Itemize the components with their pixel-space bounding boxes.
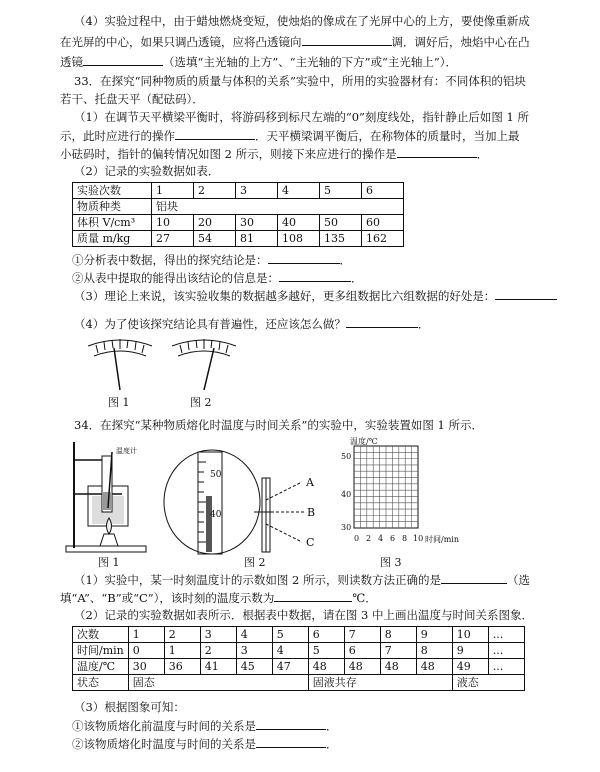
balance-dial-1 [88, 339, 152, 390]
table-row-label: 体积 V/cm³ [73, 215, 152, 231]
q34-answer-blank-1[interactable] [441, 572, 507, 584]
q33-answer-blank-4[interactable] [279, 270, 351, 282]
thermometer-reading-figure [154, 438, 330, 556]
table-row-label: 温度/℃ [73, 659, 129, 675]
q32-line-1: （4）实验过程中，由于蜡烛燃烧变短，使烛焰的像成在了光屏中心的上方，要使像重新成 [74, 14, 530, 28]
q34-stem: 34．在探究“某种物质熔化时温度与时间关系”的实验中，实验装置如图 1 所示． [74, 418, 484, 432]
q33-answer-blank-3[interactable] [268, 252, 340, 264]
q34-fig3-caption: 图 3 [380, 556, 402, 569]
scale-label-50: 50 [210, 470, 222, 480]
graph-x-tick: 4 [378, 534, 384, 543]
q34-p1-line-1: （1）实验中，某一时刻温度计的示数如图 2 所示，则读数方法正确的是 （选 [74, 573, 530, 587]
option-a-label: A [306, 476, 314, 489]
q33-sub-1: ①分析表中数据，得出的探究结论是： ． [72, 253, 351, 267]
graph-y-axis-label: 温度/℃ [350, 437, 378, 446]
q32-line-2: 在光屏的中心，如果只调凸透镜，应将凸透镜向 调．调好后，烛焰中心在凸 [60, 35, 530, 49]
q33-fig1-caption: 图 1 [108, 396, 130, 409]
table-row-label: 物质种类 [73, 199, 152, 215]
q34-p1-line-2: 填“A”、“B”或“C”），该时刻的温度示数为 ℃． [60, 591, 377, 605]
q32-answer-blank-1[interactable] [302, 34, 392, 46]
graph-x-tick: 6 [390, 534, 396, 543]
q33-stem-2: 若干、托盘天平（配砝码）． [60, 92, 204, 106]
table-row-label: 次数 [73, 627, 129, 643]
q34-answer-blank-2[interactable] [274, 590, 352, 602]
graph-x-tick: 0 [354, 534, 360, 543]
q34-sub-2: ②该物质熔化时温度与时间的关系是 ． [72, 737, 338, 751]
q33-p1-line-2: 示，此时应进行的操作 ．天平横梁调平衡后，在称物体的质量时，当加上最 [60, 129, 520, 143]
q33-answer-blank-5[interactable] [495, 288, 557, 300]
graph-y-tick-30: 30 [341, 523, 352, 532]
temperature-time-grid [342, 440, 432, 540]
graph-x-tick: 2 [366, 534, 372, 543]
scale-label-40: 40 [210, 510, 222, 520]
table-row-label: 质量 m/kg [73, 231, 152, 247]
graph-x-tick: 8 [402, 534, 408, 543]
table-row-label: 状态 [73, 675, 129, 691]
q33-answer-blank-2[interactable] [397, 146, 477, 158]
q34-data-table: 次数 1 2 3 4 5 6 7 8 9 10 ... 时间/min 0 1 2 3 4 5 6 7 8 9 ... 温度/℃ 30 36 41 45 47 48 48 48 48 49 ... 状态 固态 固液共存 液态 [72, 626, 525, 691]
q34-p2: （2）记录的实验数据如表所示．根据表中数据，请在图 3 中上画出温度与时间关系图象． [74, 608, 533, 622]
q33-p2: （2）记录的实验数据如表． [74, 164, 220, 178]
table-row-label: 实验次数 [73, 183, 152, 199]
balance-dial-2 [172, 339, 236, 390]
q33-sub-2: ②从表中提取的能得出该结论的信息是： ． [72, 271, 363, 285]
q33-answer-blank-1[interactable] [175, 128, 255, 140]
thermometer-label: 温度计 [116, 447, 137, 455]
q33-p4: （4）为了使该探究结论具有普遍性，还应该怎么做？ ． [74, 317, 430, 331]
graph-x-axis-label: 时间/min [425, 535, 459, 544]
q33-data-table: 实验次数 1 2 3 4 5 6 物质种类 铝块 体积 V/cm³ 10 20 30 40 50 60 质量 m/kg 27 54 81 108 135 162 [72, 182, 404, 247]
table-row-label: 时间/min [73, 643, 129, 659]
q32-answer-blank-2[interactable] [83, 54, 163, 66]
q33-answer-blank-6[interactable] [346, 316, 418, 328]
q34-answer-blank-4[interactable] [256, 736, 326, 748]
option-b-label: B [307, 506, 316, 519]
q34-sub-1: ①该物质熔化前温度与时间的关系是 ． [72, 719, 338, 733]
option-c-label: C [306, 536, 315, 549]
graph-x-tick: 10 [413, 534, 424, 543]
q33-p1-line-1: （1）在调节天平横梁平衡时，将游码移到标尺左端的“0”刻度线处，指针静止后如图 1 所 [74, 110, 530, 124]
q34-fig2-caption: 图 2 [244, 556, 266, 569]
q33-stem-1: 33．在探究“同种物质的质量与体积的关系”实验中，所用的实验器材有：不同体积的铝块 [74, 74, 526, 88]
q34-p3: （3）根据图象可知： [74, 700, 185, 714]
q34-fig1-caption: 图 1 [98, 556, 120, 569]
graph-y-tick-40: 40 [341, 490, 352, 499]
q33-fig2-caption: 图 2 [190, 396, 212, 409]
q33-p3: （3）理论上来说，该实验收集的数据越多越好，更多组数据比六组数据的好处是： [74, 288, 557, 304]
q33-p1-line-3: 小砝码时，指针的偏转情况如图 2 所示，则接下来应进行的操作是 ． [60, 147, 489, 161]
graph-x-ticks [354, 534, 464, 544]
graph-y-tick-50: 50 [341, 452, 352, 461]
balance-dial-figures [80, 330, 250, 392]
q32-line-3: 透镜 （选填“主光轴的上方”、“主光轴的下方”或“主光轴上”）． [60, 55, 458, 69]
q34-answer-blank-3[interactable] [256, 718, 326, 730]
heating-apparatus [64, 438, 154, 556]
